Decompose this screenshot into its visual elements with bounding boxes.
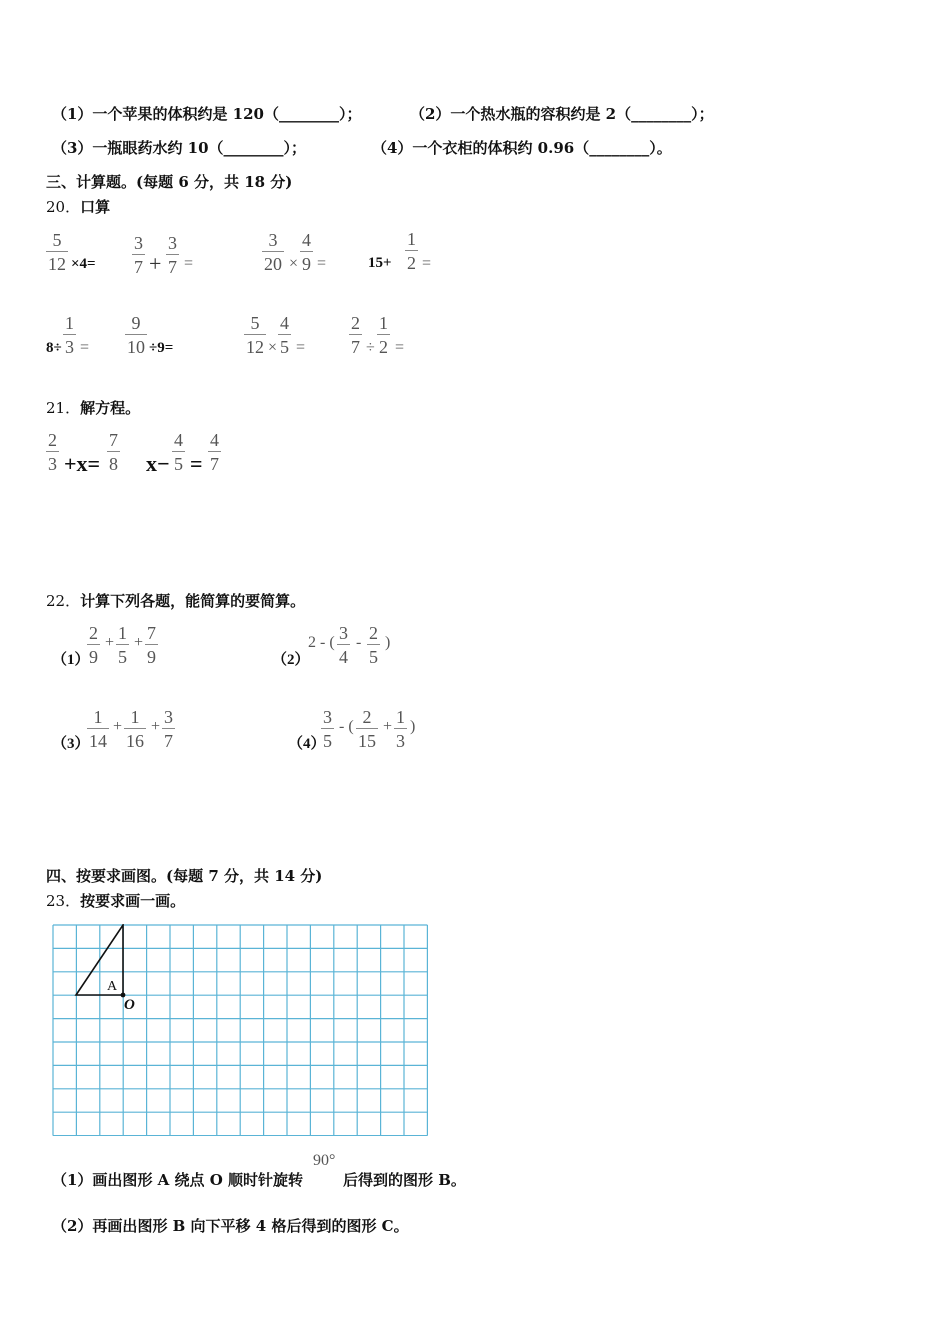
q21-title: 解方程。 [80, 399, 141, 417]
operator: = [184, 255, 194, 272]
fraction: 2 15 [358, 707, 376, 751]
q21-number: 21． [46, 399, 81, 417]
q23-number: 23． [46, 892, 81, 910]
fraction: 4 7 [210, 430, 219, 474]
operator: × [268, 339, 278, 356]
operator: = [296, 339, 306, 356]
shape-a-label: A [107, 979, 118, 994]
q19-part1: （1）一个苹果的体积约是 120（________）； [52, 105, 362, 123]
fraction: 2 5 [369, 623, 378, 667]
q22-number: 22． [46, 592, 81, 610]
fraction: 3 7 [168, 233, 177, 277]
q23-item-1-before: （1）画出图形 A 绕点 O 顺时针旋转 [52, 1171, 304, 1189]
fraction: 2 3 [48, 430, 57, 474]
operator: x− [146, 451, 170, 476]
q19-part3: （3）一瓶眼药水约 10（________）； [52, 139, 307, 157]
q22-heading [46, 590, 305, 611]
fraction: 1 2 [379, 313, 388, 357]
fraction: 7 8 [109, 430, 118, 474]
fraction: 3 5 [323, 707, 332, 751]
fraction: 3 7 [164, 707, 173, 751]
operator: × [289, 255, 299, 272]
operator: - ( [339, 718, 354, 735]
q23-item-2: （2）再画出图形 B 向下平移 4 格后得到的图形 C。 [52, 1217, 409, 1235]
q23-item-1-after: 后得到的图形 B。 [343, 1171, 466, 1189]
q19-part4: （4）一个衣柜的体积约 0.96（________）。 [372, 139, 672, 157]
operator: - [356, 634, 362, 651]
q22-tag-1: （1） [52, 652, 90, 668]
operator: + [105, 634, 115, 651]
q22-tag-3: （3） [52, 736, 90, 752]
operator: ) [410, 718, 416, 735]
fraction: 1 5 [118, 623, 127, 667]
operator: + [134, 634, 144, 651]
fraction: 1 3 [65, 313, 74, 357]
fraction: 3 20 [264, 230, 282, 274]
fraction: 3 4 [339, 623, 348, 667]
operator: + [113, 718, 123, 735]
operator: + [151, 718, 161, 735]
q19-part2: （2）一个热水瓶的容积约是 2（________）； [410, 105, 714, 123]
operator: = [190, 451, 203, 476]
q20-number: 20． [46, 198, 81, 216]
operator: + [383, 718, 393, 735]
q20-title: 口算 [80, 198, 111, 216]
section-3-heading: 三、计算题。(每题 6 分，共 18 分) [46, 173, 293, 191]
fraction: 9 10 [127, 313, 145, 357]
fraction: 4 5 [280, 313, 289, 357]
fraction: 4 5 [174, 430, 183, 474]
fraction: 4 9 [302, 230, 311, 274]
operator: +x= [64, 451, 101, 476]
operator: = [80, 339, 90, 356]
fraction: 3 7 [134, 233, 143, 277]
fraction: 2 7 [351, 313, 360, 357]
fraction: 5 12 [246, 313, 264, 357]
fraction: 1 14 [89, 707, 107, 751]
fraction: 1 3 [396, 707, 405, 751]
operator: 8÷ [46, 340, 62, 356]
operator: ÷9= [149, 340, 174, 356]
operator: = [395, 339, 405, 356]
fraction: 1 2 [407, 229, 416, 273]
fraction: 7 9 [147, 623, 156, 667]
operator: = [317, 255, 327, 272]
q23-heading [46, 890, 185, 911]
q23-title: 按要求画一画。 [80, 892, 186, 910]
operator: ÷ [366, 339, 375, 356]
operator: + [149, 251, 162, 276]
operator: 15+ [368, 255, 392, 271]
point-o-label: O [124, 997, 135, 1013]
fraction: 5 12 [48, 230, 66, 274]
fraction: 1 16 [126, 707, 144, 751]
q22-title: 计算下列各题，能简算的要简算。 [80, 592, 306, 610]
q22-tag-2: （2） [272, 652, 310, 668]
rotation-angle: 90° [313, 1152, 336, 1169]
operator: ) [385, 634, 391, 651]
operator: 2 - ( [308, 634, 335, 651]
section-4-heading: 四、按要求画图。(每题 7 分，共 14 分) [46, 867, 323, 885]
operator: ×4= [71, 256, 96, 272]
fraction: 2 9 [89, 623, 98, 667]
q20-heading [46, 196, 110, 217]
q21-heading [46, 397, 140, 418]
operator: = [422, 255, 432, 272]
square-grid [52, 924, 429, 1136]
q22-tag-4: （4） [288, 736, 326, 752]
